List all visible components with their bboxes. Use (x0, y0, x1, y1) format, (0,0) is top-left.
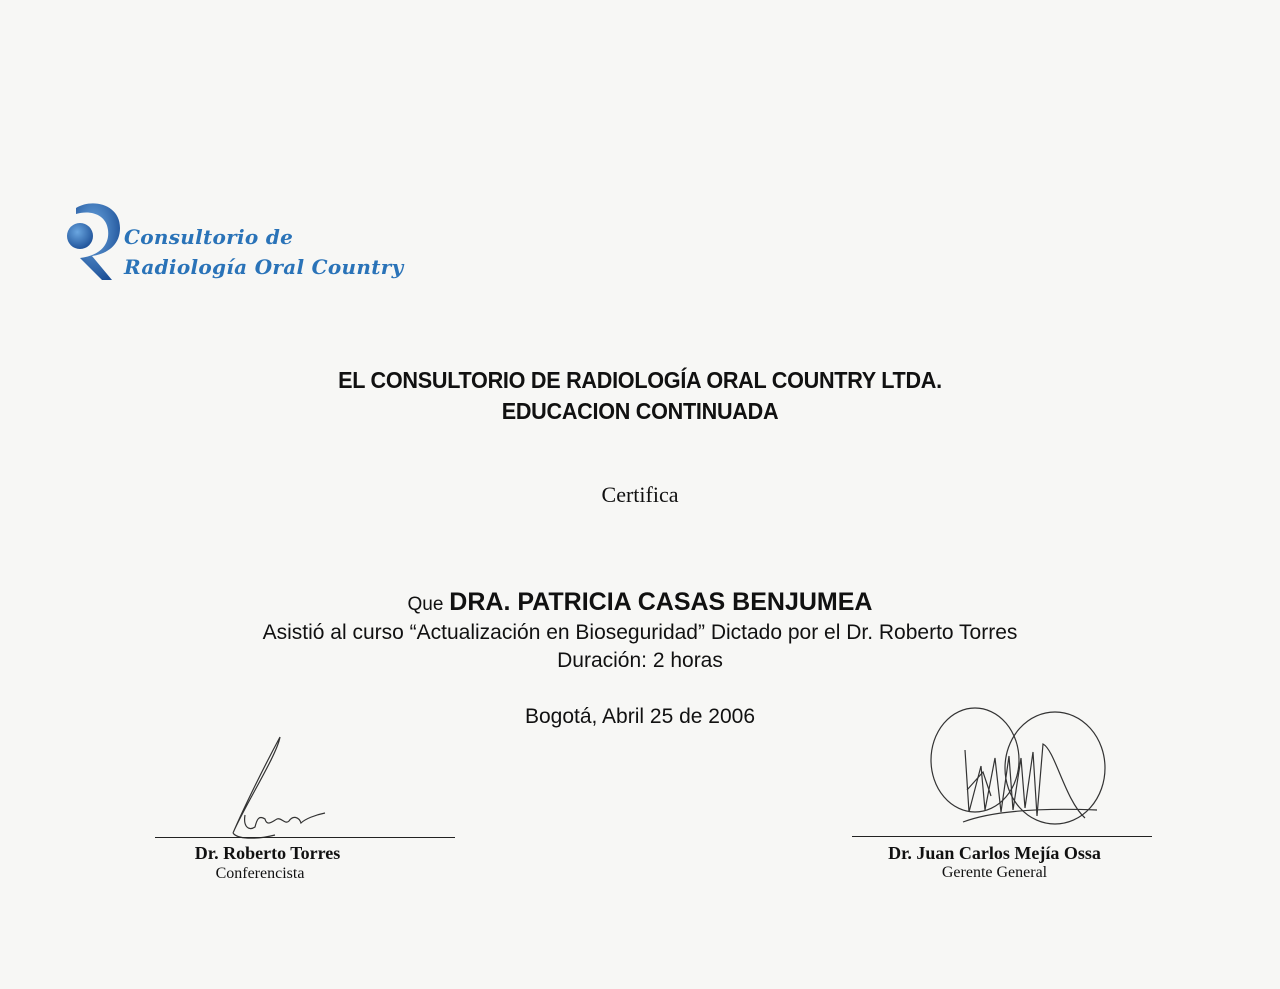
signer-1-role: Conferencista (215, 865, 305, 882)
que-label: Que (407, 594, 444, 615)
recipient-line (0, 588, 1280, 617)
organization-logo (62, 198, 462, 288)
signature-line-1 (155, 837, 455, 838)
logo-line-1: Consultorio de (124, 225, 294, 249)
signer-2-role: Gerente General (941, 864, 1048, 881)
place-date: Bogotá, Abril 25 de 2006 (524, 705, 755, 728)
organization-title: EL CONSULTORIO DE RADIOLOGÍA ORAL COUNTRY LTDA. (338, 367, 942, 393)
recipient-name: DRA. PATRICIA CASAS BENJUMEA (449, 588, 873, 616)
duration-line: Duración: 2 horas (557, 649, 723, 672)
logo-line-2: Radiología Oral Country (124, 255, 404, 279)
course-line: Asistió al curso “Actualización en Bioseguridad” Dictado por el Dr. Roberto Torres (262, 621, 1018, 644)
program-subtitle: EDUCACION CONTINUADA (501, 398, 779, 424)
signer-1-name: Dr. Roberto Torres (194, 843, 341, 863)
signature-scribble-juan-carlos-mejia (925, 700, 1115, 840)
signer-2-name: Dr. Juan Carlos Mejía Ossa (888, 843, 1101, 863)
logo-text (124, 222, 404, 282)
r-logo-icon (62, 198, 124, 282)
signature-line-2 (852, 836, 1152, 837)
certifies-label: Certifica (601, 482, 679, 507)
signature-scribble-roberto-torres (215, 735, 355, 845)
